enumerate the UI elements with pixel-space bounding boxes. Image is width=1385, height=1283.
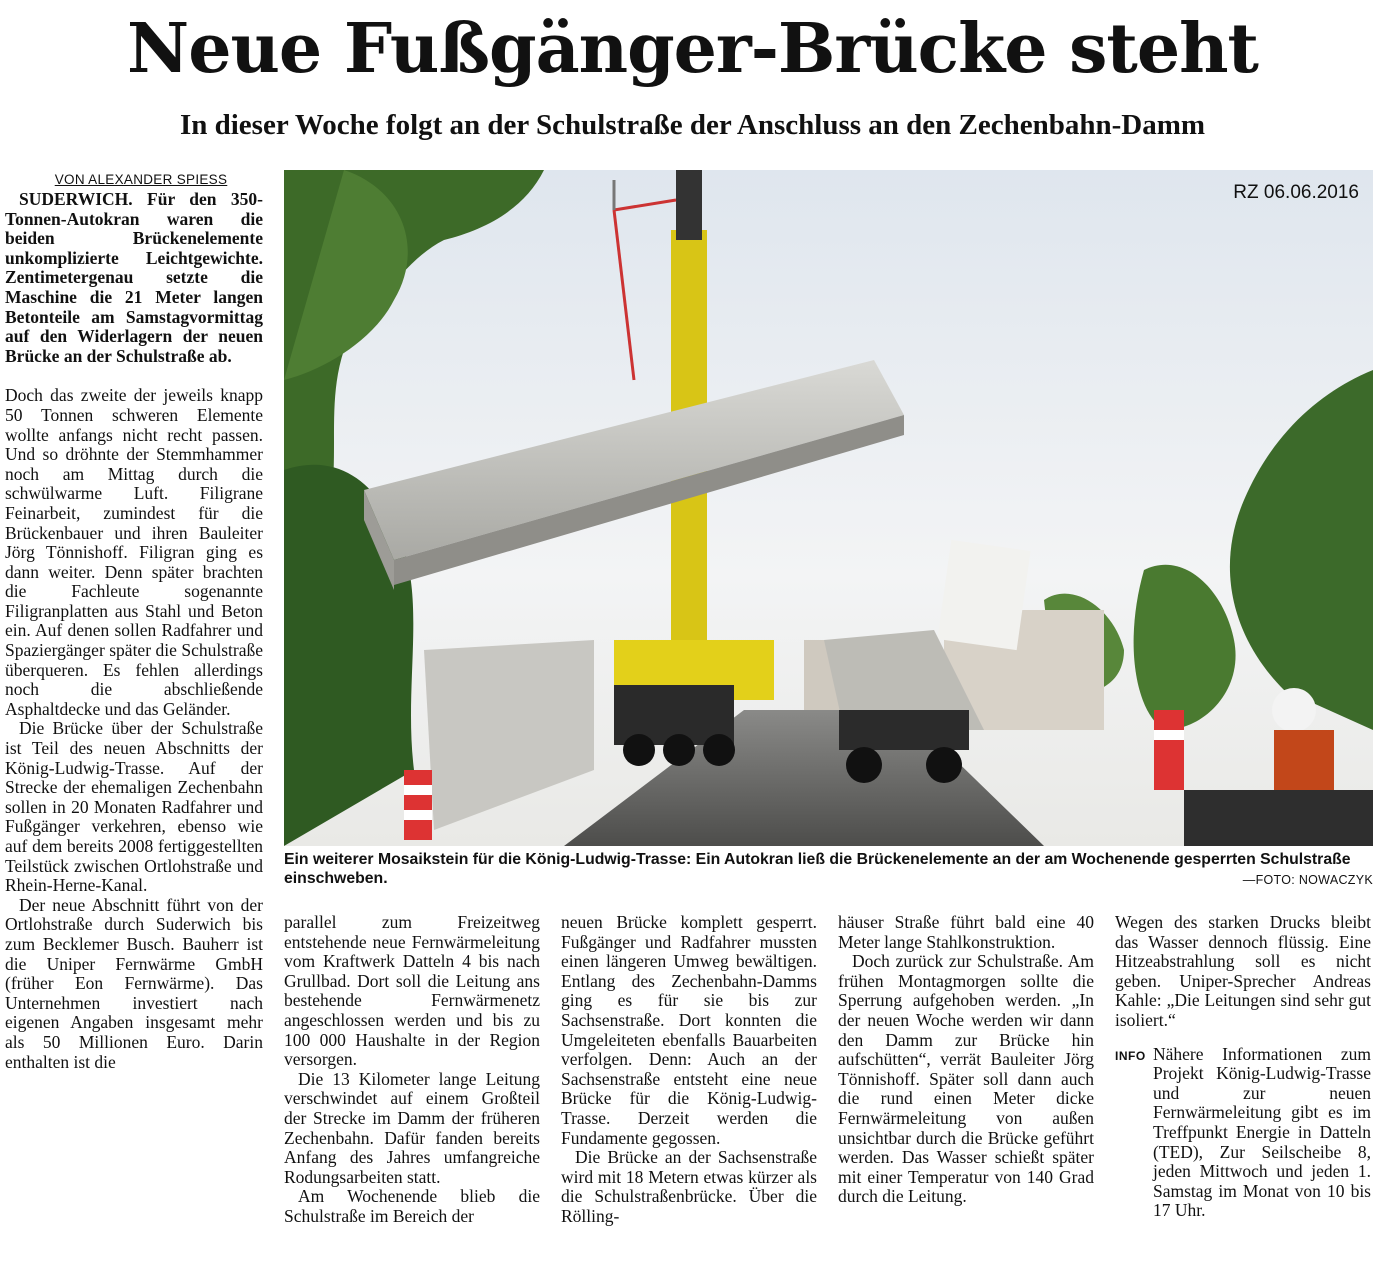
article-column-2 (284, 913, 540, 1227)
paragraph: Wegen des starken Drucks bleibt das Wasser dennoch flüssig. Eine Hitzeabstrahlung soll es nicht geben. Uniper-Sprecher Andreas Kahle: „Die Leitungen sind sehr gut isoliert.“ (1115, 912, 1371, 1030)
article-photo (284, 170, 1373, 846)
paragraph: Die Brücke an der Sachsenstraße wird mit 18 Metern etwas kürzer als die Schulstraßenbrücke. Über die Rölling- (561, 1147, 817, 1226)
info-text: Nähere Informationen zum Projekt König-Ludwig-Trasse und zur neuen Fernwärmeleitung gibt es im Treffpunkt Energie in Datteln (TED), Zur Seilscheibe 8, jeden Mittwoch und jeden 1. Samstag im Monat von 10 bis 17 Uhr. (1153, 1043, 1371, 1221)
paragraph: Am Wochenende blieb die Schulstraße im Bereich der (284, 1186, 540, 1226)
paragraph: Doch zurück zur Schulstraße. Am frühen Montagmorgen sollte die Sperrung aufgehoben werden. „In der neuen Woche werden wir dann den Damm zur Brücke hin aufschütten“, verrät Bauleiter Jörg Tönnishoff. Später soll dann auch die rund einen Meter dicke Fernwärmeleitung von außen unsichtbar durch die Brücke geführt werden. Das Wasser schießt später mit einer Temperatur von 140 Grad durch die Leitung. (838, 951, 1094, 1207)
date-stamp: RZ 06.06.2016 (1233, 182, 1359, 203)
article-column-4 (838, 913, 1094, 1207)
subheadline: In dieser Woche folgt an der Schulstraße der Anschluss an den Zechenbahn-Damm (179, 109, 1206, 141)
photo-caption: Ein weiterer Mosaikstein für die König-Ludwig-Trasse: Ein Autokran ließ die Brückenelemente an der am Wochenende gesperrten Schulstraße einschweben. (284, 851, 1351, 887)
paragraph: Die Brücke über der Schulstraße ist Teil des neuen Abschnitts der König-Ludwig-Trasse. Auf der Strecke der ehemaligen Zechenbahn sollen in 20 Monaten Radfahrer und Fußgänger verkehren, ebenso wie auf dem bereits 2008 fertiggestellten Teilstück zwischen Ortlohstraße und Rhein-Herne-Kanal. (5, 718, 263, 896)
paragraph: Doch das zweite der jeweils knapp 50 Tonnen schweren Elemente wollte anfangs nicht recht passen. Und so dröhnte der Stemmhammer noch am Mittag durch die schwülwarme Luft. Filigrane Feinarbeit, zumindest für die Brückenbauer und ihren Bauleiter Jörg Tönnishoff. Filigran ging es dann weiter. Denn später brachten die Fachleute sogenannte Filigranplatten aus Stahl und Beton ein. Auf denen sollen Radfahrer und Spaziergänger später die Schulstraße überqueren. Es fehlen allerdings noch die abschließende Asphaltdecke und das Geländer. (5, 385, 263, 719)
byline: VON ALEXANDER SPIESS (54, 172, 228, 187)
info-label: INFO (1115, 1048, 1146, 1063)
info-box (1115, 1045, 1371, 1221)
crane-bridge-illustration (284, 170, 1373, 846)
headline: Neue Fußgänger-Brücke steht (127, 9, 1258, 89)
paragraph: neuen Brücke komplett gesperrt. Fußgänger und Radfahrer mussten einen längeren Umweg bewältigen. Entlang des Zechenbahn-Damms ging es für sie bis zur Sachsenstraße. Dort konnten die Umgeleiteten ebenfalls Bauarbeiten verfolgen. Denn: Auch an der Sachsenstraße entsteht eine neue Brücke für die König-Ludwig-Trasse. Derzeit werden die Fundamente gegossen. (561, 912, 817, 1148)
lead-text: Für den 350-Tonnen-Autokran waren die beiden Brückenelemente unkomplizierte Leichtgewichte. Zentimetergenau setzte die Maschine die 21 Meter langen Betonteile am Samstagvormittag auf den Widerlagern der neuen Brücke an der Schulstraße ab. (5, 189, 263, 366)
paragraph: häuser Straße führt bald eine 40 Meter lange Stahlkonstruktion. (838, 912, 1094, 952)
paragraph: Der neue Abschnitt führt von der Ortlohstraße durch Suderwich bis zum Becklemer Busch. Bauherr ist die Uniper Fernwärme GmbH (früher Eon Fernwärme). Das Unternehmen investiert nach eigenen Angaben insgesamt mehr als 50 Millionen Euro. Darin enthalten ist die (5, 894, 263, 1072)
photo-credit: —FOTO: NOWACZYK (1242, 873, 1373, 887)
paragraph: Die 13 Kilometer lange Leitung verschwindet auf einem Großteil der Strecke im Damm der früheren Zechenbahn. Dafür fanden bereits Anfang des Jahres umfangreiche Rodungsarbeiten statt. (284, 1068, 540, 1187)
lead-paragraph (5, 190, 263, 366)
article-column-5 (1115, 913, 1371, 1221)
paragraph: parallel zum Freizeitweg entstehende neue Fernwärmeleitung vom Kraftwerk Datteln 4 bis nach Grullbad. Dort soll die Leitung ans bestehende Fernwärmenetz angeschlossen werden und bis zu 100 000 Haushalte in der Region versorgen. (284, 912, 540, 1070)
article-column-3 (561, 913, 817, 1227)
dateline: SUDERWICH. (19, 189, 133, 209)
article-column-1 (5, 170, 263, 1072)
